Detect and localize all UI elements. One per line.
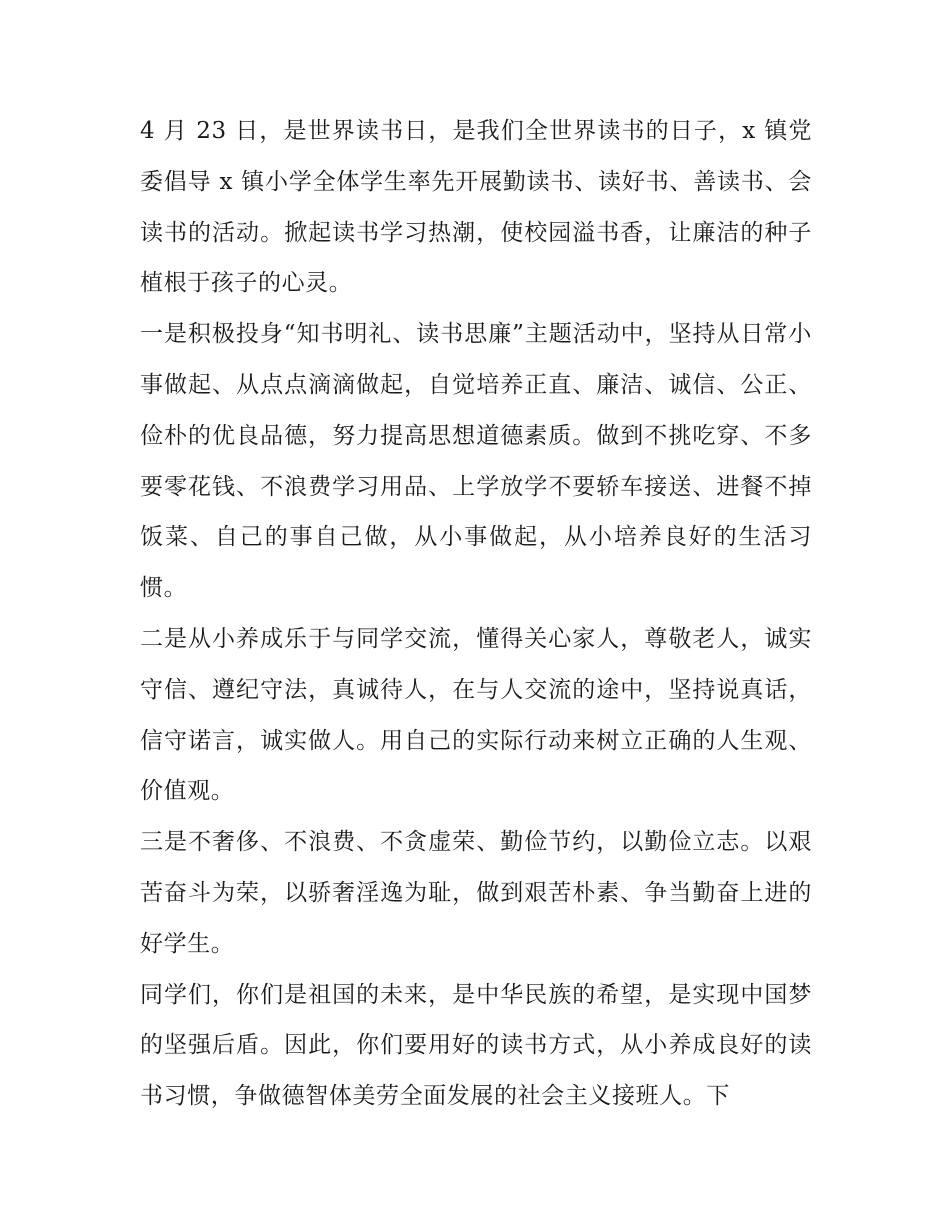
paragraph-intro: 4 月 23 日，是世界读书日，是我们全世界读书的日子，x 镇党委倡导 x 镇小学全体学生率先开展勤读书、读好书、善读书、会读书的活动。掀起读书学习热潮，使校园溢书香，让廉洁的种子植根于孩子的心灵。 xyxy=(140,118,812,297)
paragraph-point-three: 三是不奢侈、不浪费、不贪虚荣、勤俭节约，以勤俭立志。以艰苦奋斗为荣，以骄奢淫逸为耻，做到艰苦朴素、争当勤奋上进的好学生。 xyxy=(140,829,812,957)
document-body xyxy=(140,106,812,1122)
paragraph-closing: 同学们，你们是祖国的未来，是中华民族的希望，是实现中国梦的坚强后盾。因此，你们要用好的读书方式，从小养成良好的读书习惯，争做德智体美劳全面发展的社会主义接班人。下 xyxy=(140,981,812,1110)
paragraph-point-one: 一是积极投身“知书明礼、读书思廉”主题活动中，坚持从日常小事做起、从点点滴滴做起，自觉培养正直、廉洁、诚信、公正、俭朴的优良品德，努力提高思想道德素质。做到不挑吃穿、不多要零花钱、不浪费学习用品、上学放学不要轿车接送、进餐不掉饭菜、自己的事自己做，从小事做起，从小培养良好的生活习惯。 xyxy=(140,321,812,602)
paragraph-point-two: 二是从小养成乐于与同学交流，懂得关心家人，尊敬老人，诚实守信、遵纪守法，真诚待人，在与人交流的途中，坚持说真话，信守诺言，诚实做人。用自己的实际行动来树立正确的人生观、价值观。 xyxy=(140,625,812,805)
